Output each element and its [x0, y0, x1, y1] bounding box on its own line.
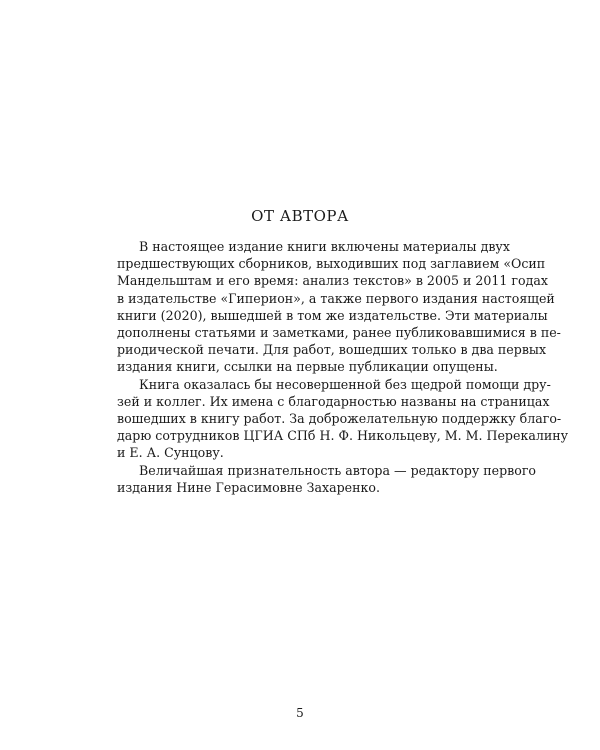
- text-line: Мандельштам и его время: анализ текстов» в 2005 и 2011 годах: [117, 273, 548, 289]
- body-text: [117, 238, 569, 496]
- page-number: 5: [296, 706, 304, 720]
- text-line: дополнены статьями и заметками, ранее публиковавшимися в пе-: [117, 325, 561, 341]
- text-line: риодической печати. Для работ, вошедших только в два первых: [117, 342, 547, 358]
- text-line: книги (2020), вышедшей в том же издательстве. Эти материалы: [117, 307, 548, 323]
- section-heading: ОТ АВТОРА: [251, 207, 349, 225]
- text-line: предшествующих сборников, выходивших под заглавием «Осип: [117, 256, 546, 272]
- text-line: вошедших в книгу работ. За доброжелательную поддержку благо-: [117, 411, 562, 427]
- paragraph-1: [117, 238, 561, 376]
- text-line: В настоящее издание книги включены материалы двух: [139, 239, 510, 254]
- text-line: зей и коллег. Их имена с благодарностью названы на страницах: [117, 393, 550, 409]
- paragraph-2: [117, 376, 569, 462]
- paragraph-3: [117, 462, 536, 496]
- text-line: издания Нине Герасимовне Захаренко.: [117, 479, 380, 495]
- text-line: и Е. А. Сунцову.: [117, 445, 224, 461]
- text-line: издания книги, ссылки на первые публикации опущены.: [117, 359, 498, 375]
- text-line: Величайшая признательность автора — редактору первого: [139, 462, 536, 478]
- text-line: дарю сотрудников ЦГИА СПб Н. Ф. Никольцеву, М. М. Перекалину: [117, 428, 569, 444]
- text-line: в издательстве «Гиперион», а также первого издания настоящей: [117, 290, 555, 306]
- text-line: Книга оказалась бы несовершенной без щедрой помощи дру-: [139, 376, 551, 392]
